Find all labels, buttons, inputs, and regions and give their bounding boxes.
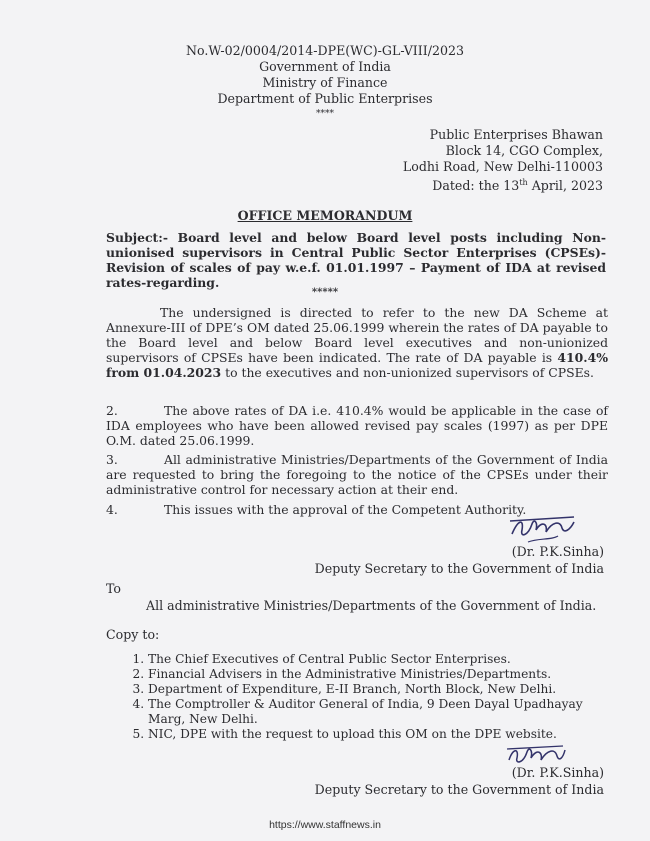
header-stars: **** (316, 109, 334, 119)
signature-2-name: (Dr. P.K.Sinha) (511, 765, 604, 780)
paragraph-3-number: 3. (106, 452, 118, 467)
government-name: Government of India (259, 59, 391, 74)
paragraph-1 (106, 305, 608, 380)
department-name: Department of Public Enterprises (217, 91, 433, 106)
copy-to-list (128, 652, 608, 742)
memo-title: OFFICE MEMORANDUM (237, 208, 413, 223)
signature-2-designation: Deputy Secretary to the Government of India (314, 782, 604, 797)
date-prefix: Dated: the 13 (432, 178, 520, 194)
address-line-3: Lodhi Road, New Delhi-110003 (402, 159, 603, 174)
copy-to-item: 3. Department of Expenditure, E-II Branch, North Block, New Delhi. (148, 682, 608, 697)
paragraph-1-text-b: to the executives and non-unionized supervisors of CPSEs. (221, 365, 594, 380)
paragraph-3-text: All administrative Ministries/Departments of the Government of India are requested to bring the foregoing to the notice of the CPSEs under their administrative control for necessary action at their end. (106, 452, 608, 497)
to-label: To (106, 581, 122, 596)
date-line (432, 175, 603, 194)
file-number: No.W-02/0004/2014-DPE(WC)-GL-VIII/2023 (185, 43, 465, 58)
copy-to-item: 5. NIC, DPE with the request to upload this OM on the DPE website. (148, 727, 608, 742)
paragraph-3 (106, 452, 608, 497)
copy-to-item: 2. Financial Advisers in the Administrative Ministries/Departments. (148, 667, 608, 682)
copy-to-item: 4. The Comptroller & Auditor General of India, 9 Deen Dayal Upadhayay Marg, New Delhi. (148, 697, 608, 727)
address-line-2: Block 14, CGO Complex, (445, 143, 603, 158)
date-suffix: April, 2023 (527, 178, 603, 194)
paragraph-2 (106, 403, 608, 448)
signature-1-image (508, 512, 578, 546)
paragraph-2-text: The above rates of DA i.e. 410.4% would be applicable in the case of IDA employees who have been allowed revised pay scales (1997) as per DPE O.M. dated 25.06.1999. (106, 403, 608, 448)
paragraph-4-text: This issues with the approval of the Competent Authority. (164, 502, 527, 517)
copy-to-item: 1. The Chief Executives of Central Public Sector Enterprises. (148, 652, 608, 667)
paragraph-1-bold: 410.4% from 01.04.2023 (106, 350, 608, 380)
ministry-name: Ministry of Finance (262, 75, 388, 90)
footer-url: https://www.staffnews.in (269, 819, 381, 831)
copy-to-label: Copy to: (106, 627, 160, 642)
date-superscript: th (519, 178, 528, 187)
subject-stars: ***** (311, 287, 339, 298)
paragraph-1-text-a: The undersigned is directed to refer to the new DA Scheme at Annexure-III of DPE’s OM dated 25.06.1999 wherein the rates of DA payable to the Board level and below Board level executives and non-unionized supervisors of CPSEs have been indicated. The rate of DA payable is (106, 305, 608, 365)
paragraph-4-number: 4. (106, 502, 118, 517)
subject-text: Subject:- Board level and below Board level posts including Non-unionised supervisors in Central Public Sector Enterprises (CPSEs)- Revision of scales of pay w.e.f. 01.01.1997 – Payment of IDA at revised rates-regarding. (106, 230, 606, 290)
signature-1-designation: Deputy Secretary to the Government of India (314, 561, 604, 576)
address-line-1: Public Enterprises Bhawan (429, 127, 603, 142)
signature-1-name: (Dr. P.K.Sinha) (511, 544, 604, 559)
to-recipient: All administrative Ministries/Departments of the Government of India. (146, 598, 597, 613)
paragraph-2-number: 2. (106, 403, 118, 418)
